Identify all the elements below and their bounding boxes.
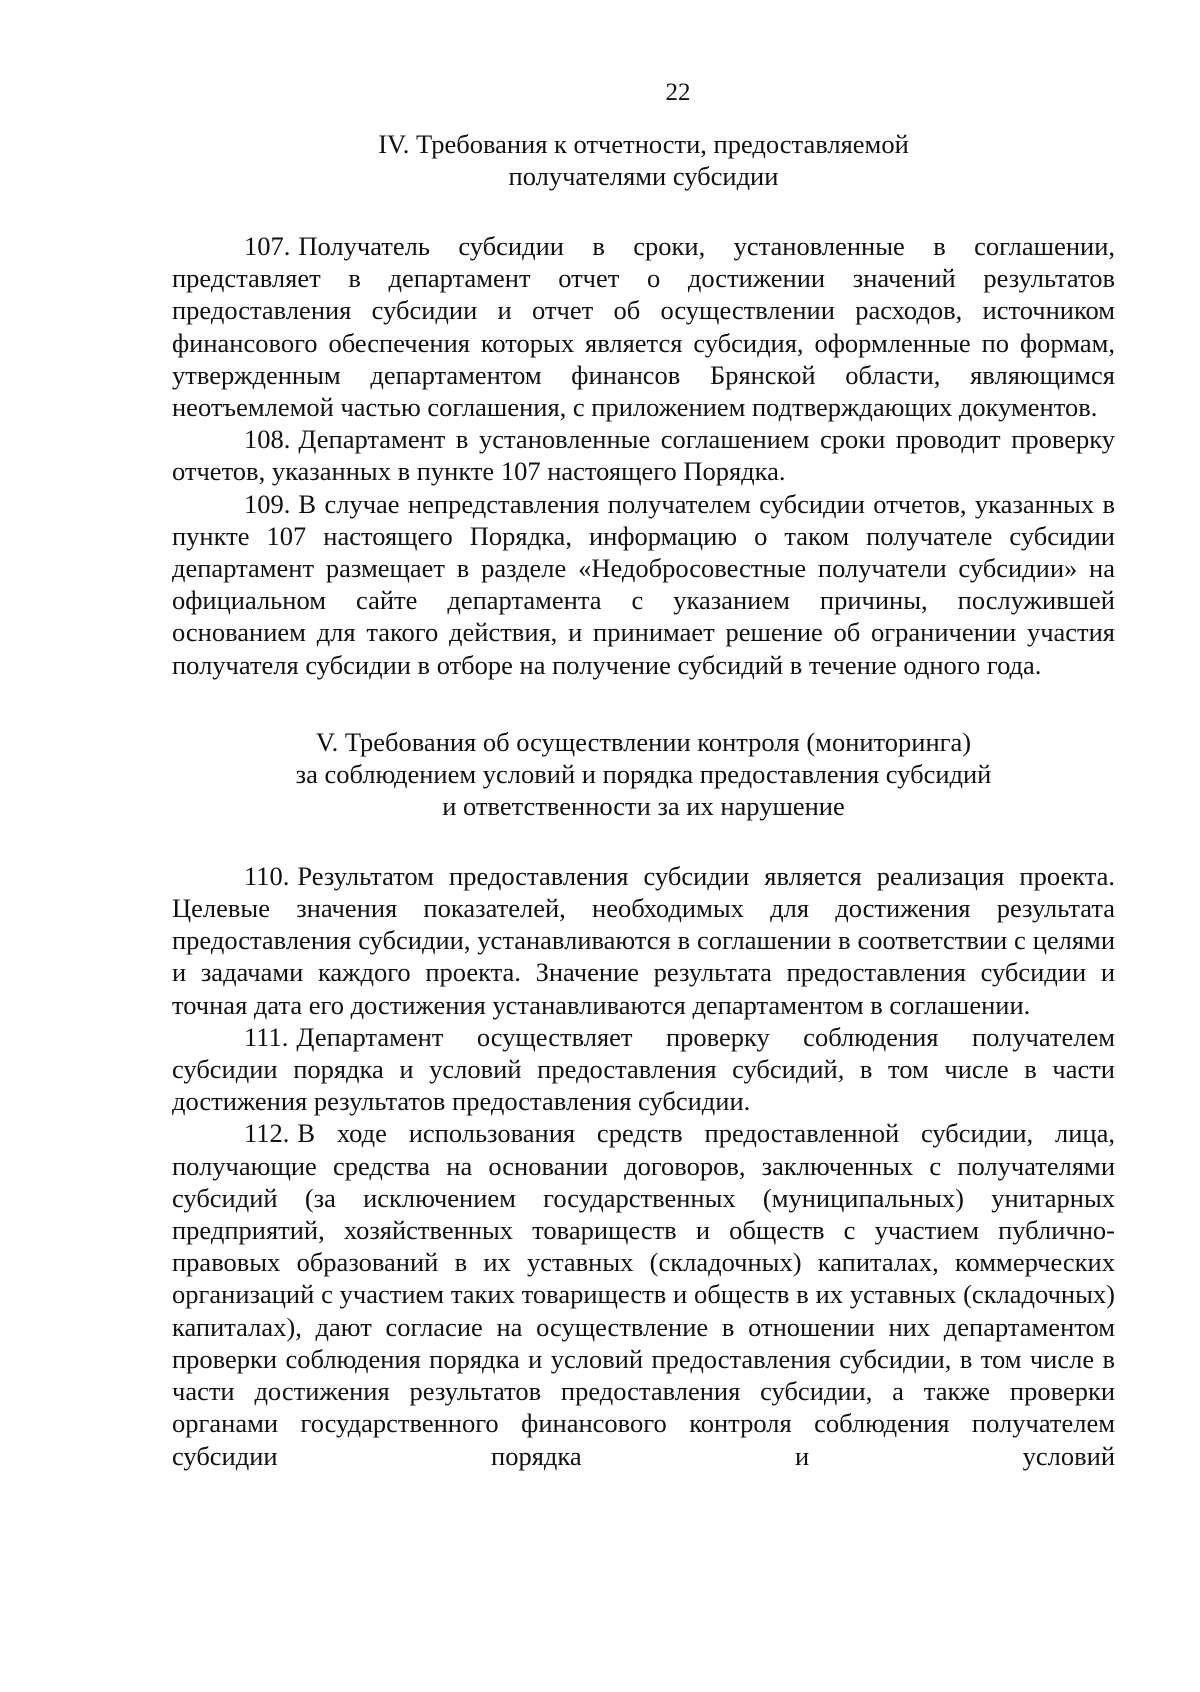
paragraph-number: 107.: [244, 231, 291, 261]
section-heading-iv-line2: получателями субсидии: [508, 161, 779, 191]
paragraph-111: [172, 1021, 1115, 1118]
section-heading-v-line3: и ответственности за их нарушение: [442, 790, 845, 821]
paragraph-109: [172, 488, 1115, 681]
paragraph-number: 112.: [244, 1118, 290, 1149]
paragraph-number: 108.: [244, 424, 291, 455]
section-heading-v-line2: за соблюдением условий и порядка предоставления субсидий: [295, 758, 992, 789]
section-heading-v-line1: V. Требования об осуществлении контроля (мониторинга): [315, 726, 972, 757]
paragraph-text: Департамент в установленные соглашением сроки проводит проверку отчетов, указанных в пункте 107 настоящего Порядка.: [172, 424, 1115, 487]
paragraph-text: Результатом предоставления субсидии является реализация проекта. Целевые значения показателей, необходимых для достижения результата предоставления субсидии, устанавливаются в соглашении в соответствии с целями и задачами каждого проекта. Значение результата предоставления субсидии и точная дата его достижения устанавливаются департаментом в соглашении.: [172, 860, 1115, 1020]
section-heading-v: [172, 726, 1115, 822]
document-body: [172, 128, 1115, 1472]
paragraph-text: В ходе использования средств предоставленной субсидии, лица, получающие средства на основании договоров, заключенных с получателями субсидий (за исключением государственных (муниципальных) унитарных предприятий, хозяйственных товариществ и обществ с участием публично-правовых образований в их уставных (складочных) капиталах, коммерческих организаций с участием таких товариществ и обществ в их уставных (складочных) капиталах), дают согласие на осуществление в отношении них департаментом проверки соблюдения порядка и условий предоставления субсидии, в том числе в части достижения результатов предоставления субсидии, а также проверки органами государственного финансового контроля соблюдения получателем субсидии порядка и условий: [172, 1118, 1115, 1471]
section-heading-iv-line1: IV. Требования к отчетности, предоставляемой: [378, 129, 909, 159]
paragraph-text: Департамент осуществляет проверку соблюдения получателем субсидии порядка и условий предоставления субсидий, в том числе в части достижения результатов предоставления субсидии.: [172, 1021, 1115, 1117]
paragraph-110: [172, 860, 1115, 1021]
paragraph-number: 109.: [244, 488, 291, 519]
paragraph-107: [172, 230, 1115, 423]
paragraph-number: 111.: [244, 1021, 289, 1052]
paragraph-112: [172, 1117, 1115, 1471]
paragraph-number: 110.: [244, 860, 290, 891]
paragraph-108: [172, 423, 1115, 487]
page-number: 22: [665, 79, 691, 106]
paragraph-text: В случае непредставления получателем субсидии отчетов, указанных в пункте 107 настоящего Порядка, информацию о таком получателе субсидии департамент размещает в разделе «Недобросовестные получатели субсидии» на официальном сайте департамента с указанием причины, послужившей основанием для такого действия, и принимает решение об ограничении участия получателя субсидии в отборе на получение субсидий в течение одного года.: [172, 488, 1115, 680]
paragraph-text: Получатель субсидии в сроки, установленные в соглашении, представляет в департамент отчет о достижении значений результатов предоставления субсидии и отчет об осуществлении расходов, источником финансового обеспечения которых является субсидия, оформленные по формам, утвержденным департаментом финансов Брянской области, являющимся неотъемлемой частью соглашения, с приложением подтверждающих документов.: [172, 231, 1115, 423]
section-heading-iv: [172, 128, 1115, 192]
